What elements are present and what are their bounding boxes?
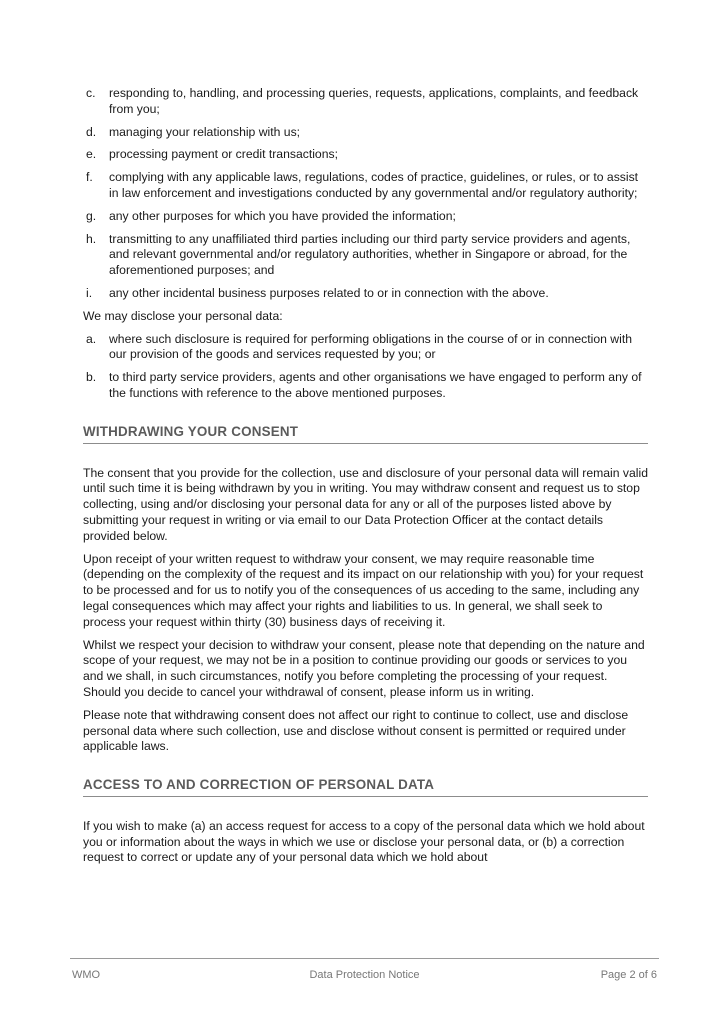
list-marker: g.	[86, 208, 97, 223]
page-footer	[70, 958, 659, 989]
list-item	[83, 232, 648, 279]
disclose-lead-paragraph: We may disclose your personal data:	[83, 308, 283, 323]
list-item-text: to third party service providers, agents and other organisations we have engaged to perform any of the functions with reference to the above mentioned purposes.	[109, 370, 642, 400]
list-item-text: responding to, handling, and processing queries, requests, applications, complaints, and feedback from you;	[109, 86, 639, 116]
list-item	[83, 147, 648, 163]
list-marker: i.	[86, 285, 93, 300]
section-heading-withdrawing-consent: WITHDRAWING YOUR CONSENT	[83, 424, 648, 444]
list-item-text: managing your relationship with us;	[109, 124, 301, 139]
list-item-text: complying with any applicable laws, regulations, codes of practice, guidelines, or rules, or to assist in law enforcement and investigations conducted by any governmental and/or regulatory authority;	[109, 170, 639, 200]
list-item-text: any other incidental business purposes related to or in connection with the above.	[109, 285, 549, 300]
list-marker: c.	[86, 86, 96, 100]
list-item	[83, 125, 648, 141]
section-heading-access-correction: ACCESS TO AND CORRECTION OF PERSONAL DATA	[83, 777, 648, 797]
list-item-text: transmitting to any unaffiliated third parties including our third party service providers and agents, and relevant governmental and/or regulatory authorities, whether in Singapore or abroad, for the aforementioned purposes; and	[109, 231, 631, 278]
list-item	[83, 170, 648, 202]
paragraph: Whilst we respect your decision to withdraw your consent, please note that depending on the nature and scope of your request, we may not be in a position to continue providing our goods or services to you and we shall, in such circumstances, notify you before completing the processing of your request. Should you decide to cancel your withdrawal of consent, please inform us in writing.	[83, 637, 645, 699]
list-item-text: any other purposes for which you have provided the information;	[109, 208, 456, 223]
list-marker: d.	[86, 124, 97, 139]
document-page	[83, 86, 648, 873]
footer-organisation: WMO	[72, 969, 101, 981]
list-marker: b.	[86, 370, 97, 385]
list-marker: f.	[86, 170, 93, 185]
paragraph: Upon receipt of your written request to withdraw your consent, we may require reasonable time (depending on the complexity of the request and its impact on our relationship with you) for your request to be processed and for us to notify you of the consequences of us acceding to the same, including any legal consequences which may affect your rights and liabilities to us. In general, we shall seek to process your request within thirty (30) business days of receiving it.	[83, 551, 644, 629]
list-item	[83, 332, 648, 364]
footer-document-title: Data Protection Notice	[309, 969, 420, 981]
footer-page-number: Page 2 of 6	[600, 969, 657, 981]
list-item	[83, 86, 648, 118]
list-item	[83, 209, 648, 225]
list-marker: e.	[86, 147, 97, 162]
paragraph: If you wish to make (a) an access request for access to a copy of the personal data which we hold about you or information about the ways in which we use or disclose your personal data, or (b) a correction request to correct or update any of your personal data which we hold about	[83, 818, 645, 865]
list-item	[83, 370, 648, 402]
list-item-text: where such disclosure is required for performing obligations in the course of or in connection with our provision of the goods and services requested by you; or	[109, 331, 632, 362]
purposes-list	[83, 86, 648, 302]
list-marker: a.	[86, 331, 97, 346]
disclosure-list	[83, 332, 648, 402]
paragraph: Please note that withdrawing consent does not affect our right to continue to collect, use and disclose personal data where such collection, use and disclose without consent is permitted or required under applicable laws.	[83, 707, 629, 754]
list-item	[83, 286, 648, 302]
list-marker: h.	[86, 231, 97, 246]
list-item-text: processing payment or credit transactions;	[109, 147, 338, 162]
paragraph: The consent that you provide for the collection, use and disclosure of your personal data will remain valid until such time it is being withdrawn by you in writing. You may withdraw consent and request us to stop collecting, using and/or disclosing your personal data for any or all of the purposes listed above by submitting your request in writing or via email to our Data Protection Officer at the contact details provided below.	[83, 465, 648, 543]
